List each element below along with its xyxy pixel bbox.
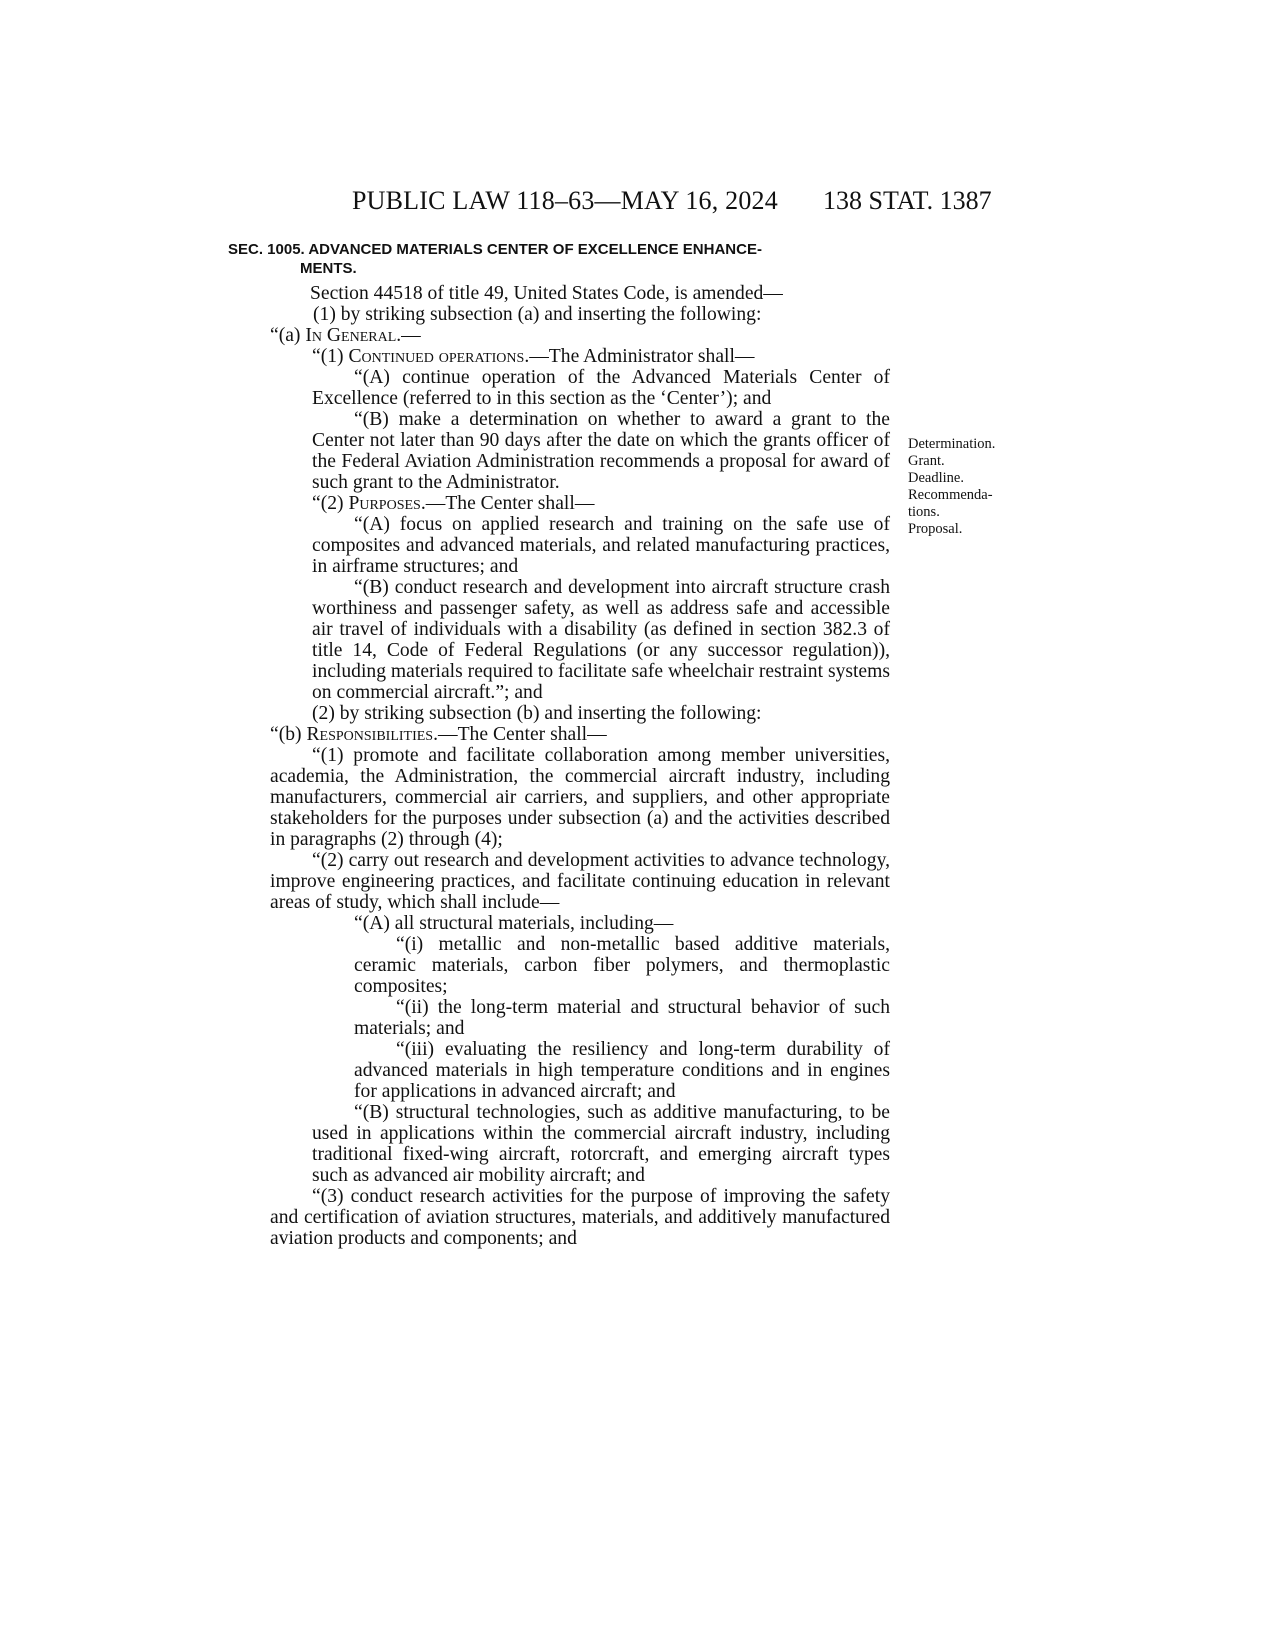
section-body [270,283,890,1249]
running-head: PUBLIC LAW 118–63—MAY 16, 2024 [352,186,778,215]
paragraph-intro: Section 44518 of title 49, United States Code, is amended— [310,283,783,304]
subsection-b-title: Responsibilities [306,724,434,745]
paragraph-amendment-2: (2) by striking subsection (b) and inserting the following: [312,703,762,724]
clause-a2B: “(B) conduct research and development into aircraft structure crash worthiness and passenger safety, as well as address safe and accessible air travel of individuals with a disability (as defined in section 382.3 of title 14, Code of Federal Regulations (or any successor regulation)), including materials required to facilitate safe wheelchair restraint systems on commercial aircraft.”; and [312,577,890,703]
subclause-b2Aiii: “(iii) evaluating the resiliency and long-term durability of advanced materials in high temperature conditions and in engines for applications in advanced aircraft; and [354,1039,890,1102]
subclause-b2Aii: “(ii) the long-term material and structural behavior of such materials; and [354,997,890,1039]
margin-note-item: Proposal. [908,521,963,537]
margin-note-item: Grant. [908,453,945,469]
page-identifier: 138 STAT. 1387 [823,186,992,215]
paragraph-a2-open: “(2) [312,493,349,514]
paragraph-a2-tail: .—The Center shall— [420,493,595,514]
margin-note-item: Deadline. [908,470,964,486]
running-header [0,186,1275,226]
paragraph-a2-heading [270,493,890,514]
paragraph-a1-tail: .—The Administrator shall— [524,346,755,367]
section-title-line-1: SEC. 1005. ADVANCED MATERIALS CENTER OF EXCELLENCE ENHANCE- [228,241,762,258]
clause-a1A: “(A) continue operation of the Advanced Materials Center of Excellence (referred to in this section as the ‘Center’); and [312,367,890,409]
clause-a2A: “(A) focus on applied research and training on the safe use of composites and advanced materials, and related manufacturing practices, in airframe structures; and [312,514,890,577]
clause-b2A: “(A) all structural materials, including— [354,913,674,934]
section-title [228,240,888,278]
clause-a1B: “(B) make a determination on whether to award a grant to the Center not later than 90 days after the date on which the grants officer of the Federal Aviation Administration recommends a proposal for award of such grant to the Administrator. [312,409,890,493]
paragraph-a1-title: Continued operations [348,346,525,367]
paragraph-a2-title: Purposes [348,493,421,514]
paragraph-b1: “(1) promote and facilitate collaboration among member universities, academia, the Administration, the commercial aircraft industry, including manufacturers, commercial air carriers, and suppliers, and other appropriate stakeholders for the purposes under subsection (a) and the activities described in paragraphs (2) through (4); [270,745,890,850]
subsection-b-heading [270,724,890,745]
paragraph-a1-heading [270,346,890,367]
margin-note-item: Recommenda- [908,487,993,503]
subsection-a-tail: .— [396,325,421,346]
paragraph-b3: “(3) conduct research activities for the purpose of improving the safety and certification of aviation structures, materials, and additively manufactured aviation products and components; and [270,1186,890,1249]
margin-note [908,436,1028,538]
subclause-b2Ai: “(i) metallic and non-metallic based additive materials, ceramic materials, carbon fiber polymers, and thermoplastic composites; [354,934,890,997]
subsection-b-tail: .—The Center shall— [433,724,607,745]
subsection-b-open: “(b) [270,724,307,745]
paragraph-b2: “(2) carry out research and development activities to advance technology, improve engineering practices, and facilitate continuing education in relevant areas of study, which shall include— [270,850,890,913]
paragraph-a1-open: “(1) [312,346,349,367]
subsection-a-heading [270,325,890,346]
margin-note-item: tions. [908,504,940,520]
subsection-a-title: In General [305,325,397,346]
margin-note-item: Determination. [908,436,996,452]
subsection-a-open: “(a) [270,325,306,346]
section-title-line-2: MENTS. [300,260,357,277]
paragraph-amendment-1: (1) by striking subsection (a) and inserting the following: [313,304,762,325]
clause-b2B: “(B) structural technologies, such as additive manufacturing, to be used in applications within the commercial aircraft industry, including traditional fixed-wing aircraft, rotorcraft, and emerging aircraft types such as advanced air mobility aircraft; and [312,1102,890,1186]
